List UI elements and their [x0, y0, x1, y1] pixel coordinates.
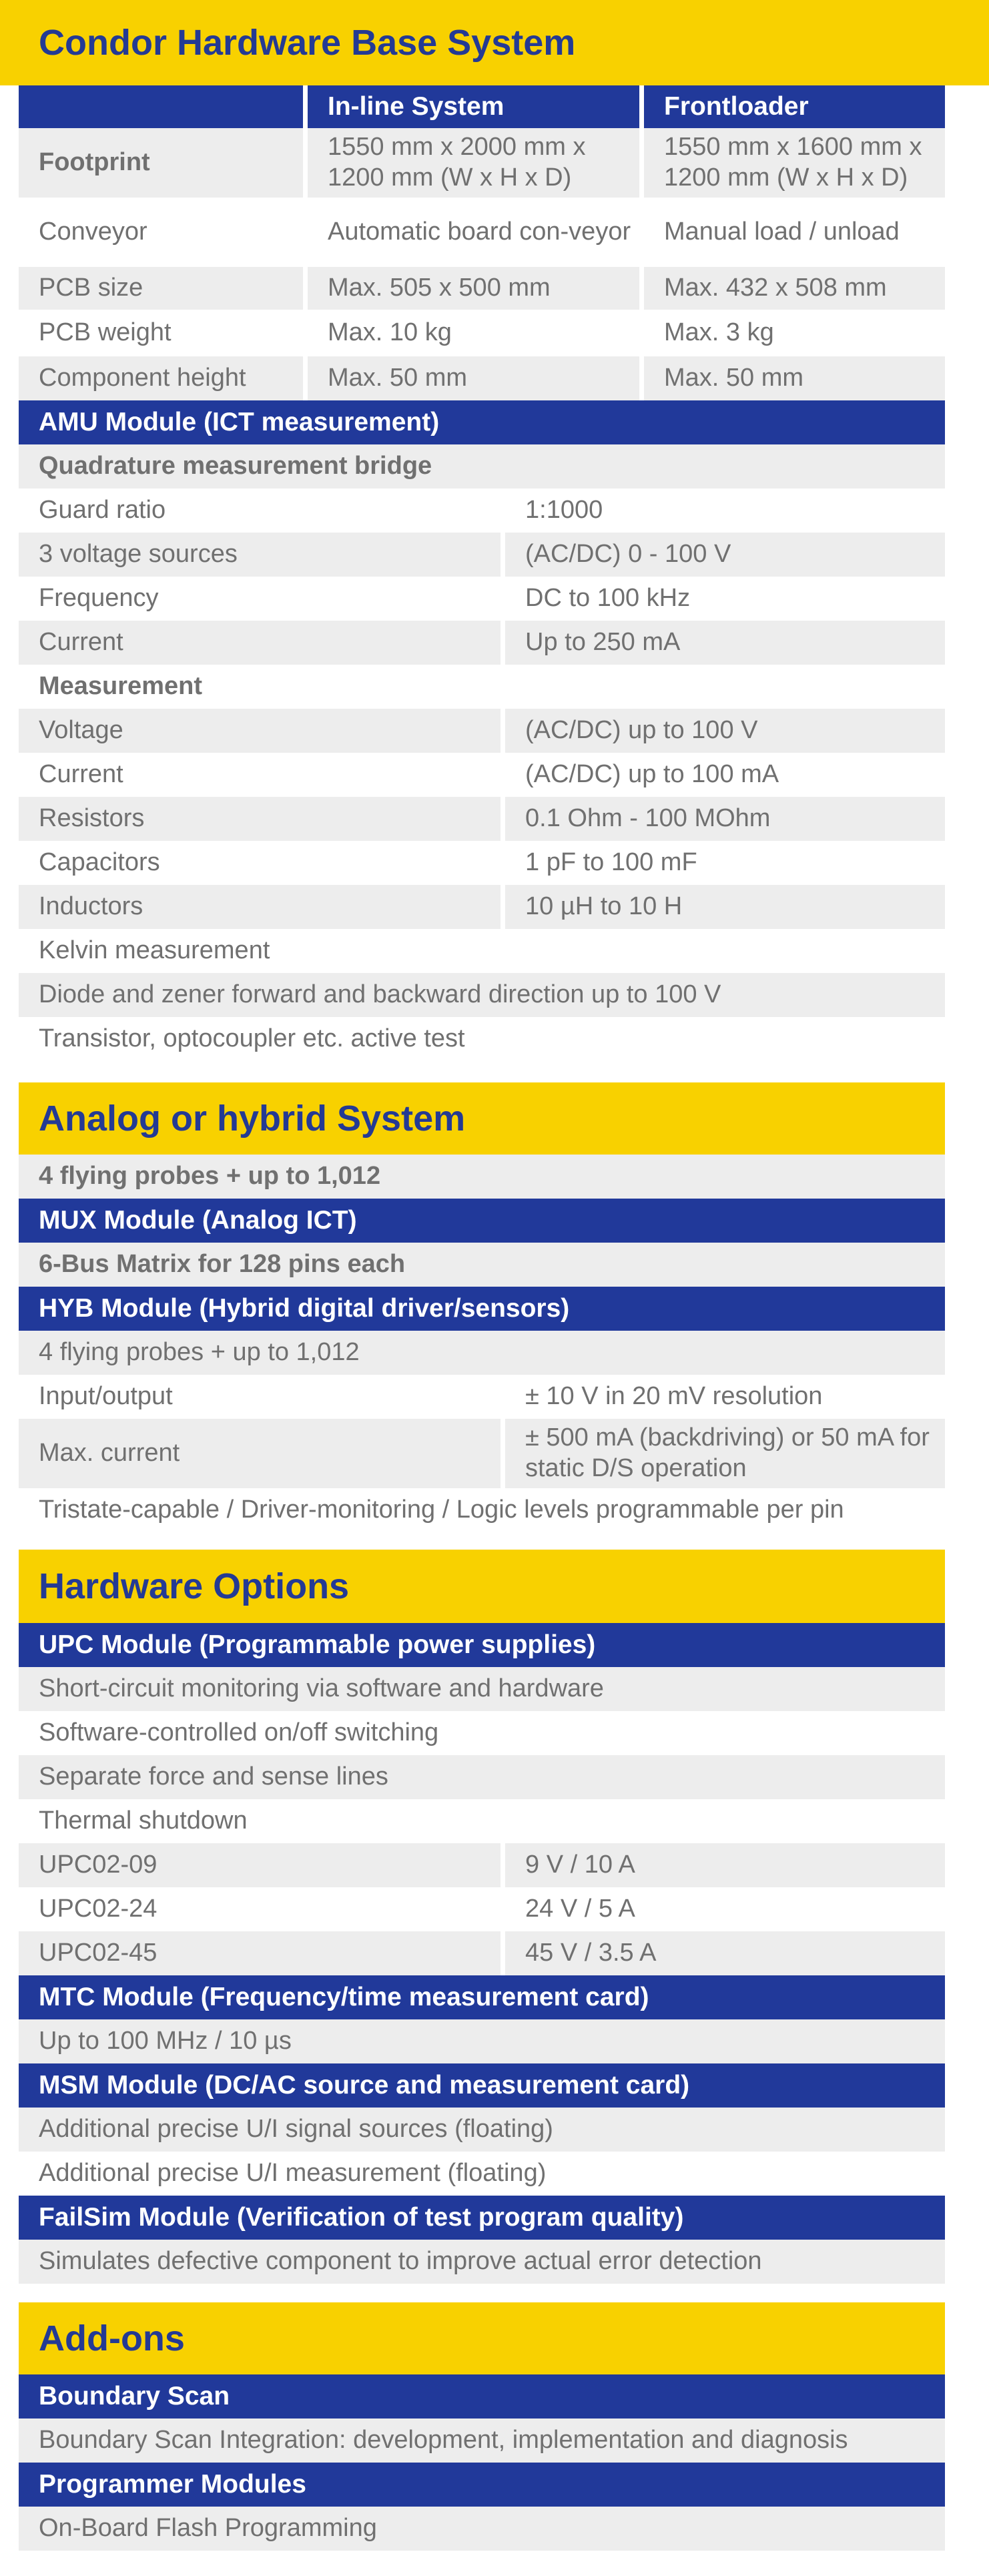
table-row — [19, 621, 945, 665]
list-item — [19, 1155, 945, 1199]
table-row — [19, 489, 945, 533]
list-item — [19, 1711, 945, 1755]
row-value: Up to 250 mA — [505, 621, 945, 665]
cell-frontloader-component-height: Max. 50 mm — [644, 356, 945, 400]
table-row — [19, 1419, 945, 1488]
row-label: Current — [19, 621, 501, 665]
amu-module-header-label: AMU Module (ICT measurement) — [39, 407, 440, 436]
cell-frontloader-pcb-weight: Max. 3 kg — [644, 310, 945, 356]
list-item — [19, 1755, 945, 1799]
table-row — [19, 533, 945, 577]
upc-line: Thermal shutdown — [39, 1807, 248, 1835]
column-header-empty — [19, 85, 303, 128]
amu-module-header — [19, 400, 945, 444]
failsim-module-header-label: FailSim Module (Verification of test program quality) — [39, 2202, 684, 2232]
upc-module-header — [19, 1623, 945, 1667]
list-item — [19, 1331, 945, 1375]
list-item — [19, 1243, 945, 1287]
mtc-module-header-label: MTC Module (Frequency/time measurement card) — [39, 1982, 649, 2011]
row-value: DC to 100 kHz — [505, 577, 945, 621]
mtc-line: Up to 100 MHz / 10 µs — [39, 2027, 292, 2055]
table-row — [19, 797, 945, 841]
row-label-footprint: Footprint — [19, 128, 303, 198]
boundary-scan-header — [19, 2374, 945, 2419]
measurement-heading-row — [19, 665, 945, 709]
cell-frontloader-conveyor: Manual load / unload — [644, 198, 945, 267]
msm-module-header — [19, 2063, 945, 2108]
column-header-inline: In-line System — [308, 85, 639, 128]
section-title-base-system: Condor Hardware Base System — [0, 0, 989, 85]
base-system-table-header — [19, 85, 945, 128]
table-row — [19, 885, 945, 929]
section-title-addons: Add-ons — [19, 2302, 945, 2374]
row-label-component-height: Component height — [19, 356, 303, 400]
note-line: Kelvin measurement — [39, 936, 270, 965]
row-label: Capacitors — [19, 841, 501, 885]
row-label: Voltage — [19, 709, 501, 753]
row-value: 10 µH to 10 H — [505, 885, 945, 929]
row-label: Inductors — [19, 885, 501, 929]
tristate-note: Tristate-capable / Driver-monitoring / Logic levels programmable per pin — [39, 1496, 844, 1524]
msm-line: Additional precise U/I measurement (floating) — [39, 2159, 547, 2188]
list-item — [19, 1799, 945, 1843]
table-row — [19, 310, 945, 356]
mux-module-header-label: MUX Module (Analog ICT) — [39, 1205, 357, 1235]
hyb-module-header-label: HYB Module (Hybrid digital driver/sensors) — [39, 1293, 570, 1323]
row-label-pcb-weight: PCB weight — [19, 310, 303, 356]
table-row — [19, 1931, 945, 1975]
row-value: (AC/DC) 0 - 100 V — [505, 533, 945, 577]
failsim-module-header — [19, 2196, 945, 2240]
table-row — [19, 1375, 945, 1419]
row-label: 3 voltage sources — [19, 533, 501, 577]
row-value: ± 10 V in 20 mV resolution — [505, 1375, 945, 1419]
table-row — [19, 356, 945, 400]
row-value: 45 V / 3.5 A — [505, 1931, 945, 1975]
row-value: 9 V / 10 A — [505, 1843, 945, 1887]
msm-module-header-label: MSM Module (DC/AC source and measurement card) — [39, 2070, 690, 2100]
upc-module-header-label: UPC Module (Programmable power supplies) — [39, 1630, 596, 1659]
list-item — [19, 929, 945, 973]
cell-inline-conveyor: Automatic board con-veyor — [308, 198, 639, 267]
boundary-scan-line: Boundary Scan Integration: development, implementation and diagnosis — [39, 2426, 848, 2455]
row-label: Resistors — [19, 797, 501, 841]
row-label: Input/output — [19, 1375, 501, 1419]
list-item — [19, 2152, 945, 2196]
row-label: UPC02-45 — [19, 1931, 501, 1975]
section-title-analog: Analog or hybrid System — [19, 1082, 945, 1155]
failsim-line: Simulates defective component to improve actual error detection — [39, 2247, 762, 2276]
row-value: 1:1000 — [505, 489, 945, 533]
msm-line: Additional precise U/I signal sources (floating) — [39, 2115, 553, 2144]
mux-module-header — [19, 1199, 945, 1243]
bridge-heading: Quadrature measurement bridge — [39, 452, 432, 480]
note-line: Transistor, optocoupler etc. active test — [39, 1024, 465, 1053]
list-item — [19, 2108, 945, 2152]
measurement-heading: Measurement — [39, 672, 202, 701]
upc-line: Short-circuit monitoring via software and hardware — [39, 1674, 604, 1703]
section-title-hardware-options: Hardware Options — [19, 1550, 945, 1623]
list-item — [19, 2419, 945, 2463]
programmer-modules-header — [19, 2463, 945, 2507]
row-label: UPC02-09 — [19, 1843, 501, 1887]
upc-line: Software-controlled on/off switching — [39, 1718, 439, 1747]
table-row — [19, 841, 945, 885]
boundary-scan-header-label: Boundary Scan — [39, 2381, 230, 2410]
cell-inline-pcb-size: Max. 505 x 500 mm — [308, 267, 639, 310]
list-item — [19, 2019, 945, 2063]
row-label: Current — [19, 753, 501, 797]
list-item — [19, 1667, 945, 1711]
mux-line: 6-Bus Matrix for 128 pins each — [39, 1250, 406, 1279]
list-item — [19, 973, 945, 1017]
programmer-modules-header-label: Programmer Modules — [39, 2469, 306, 2499]
row-label: Max. current — [19, 1419, 501, 1488]
row-label-pcb-size: PCB size — [19, 267, 303, 310]
bridge-heading-row — [19, 444, 945, 489]
table-row — [19, 128, 945, 198]
table-row — [19, 753, 945, 797]
list-item — [19, 1017, 945, 1061]
row-label-conveyor: Conveyor — [19, 198, 303, 267]
table-row — [19, 577, 945, 621]
note-line: Diode and zener forward and backward direction up to 100 V — [39, 980, 721, 1009]
hyb-module-header — [19, 1287, 945, 1331]
cell-inline-pcb-weight: Max. 10 kg — [308, 310, 639, 356]
list-item — [19, 2507, 945, 2551]
table-row — [19, 1843, 945, 1887]
row-value: ± 500 mA (backdriving) or 50 mA for static D/S operation — [505, 1419, 945, 1488]
row-value: (AC/DC) up to 100 V — [505, 709, 945, 753]
upc-line: Separate force and sense lines — [39, 1762, 388, 1791]
cell-frontloader-pcb-size: Max. 432 x 508 mm — [644, 267, 945, 310]
hyb-probes-line: 4 flying probes + up to 1,012 — [39, 1338, 360, 1367]
cell-frontloader-footprint: 1550 mm x 1600 mm x 1200 mm (W x H x D) — [644, 128, 945, 198]
mtc-module-header — [19, 1975, 945, 2019]
row-value: 0.1 Ohm - 100 MOhm — [505, 797, 945, 841]
list-item — [19, 1488, 945, 1532]
probes-line: 4 flying probes + up to 1,012 — [39, 1162, 381, 1191]
row-label: Frequency — [19, 577, 501, 621]
cell-inline-footprint: 1550 mm x 2000 mm x 1200 mm (W x H x D) — [308, 128, 639, 198]
programmer-line: On-Board Flash Programming — [39, 2514, 377, 2543]
column-header-frontloader: Frontloader — [644, 85, 945, 128]
cell-inline-component-height: Max. 50 mm — [308, 356, 639, 400]
table-row — [19, 709, 945, 753]
row-value: 1 pF to 100 mF — [505, 841, 945, 885]
table-row — [19, 1887, 945, 1931]
row-value: (AC/DC) up to 100 mA — [505, 753, 945, 797]
row-value: 24 V / 5 A — [505, 1887, 945, 1931]
table-row — [19, 267, 945, 310]
row-label: UPC02-24 — [19, 1887, 501, 1931]
table-row — [19, 198, 945, 267]
list-item — [19, 2240, 945, 2284]
row-label: Guard ratio — [19, 489, 501, 533]
